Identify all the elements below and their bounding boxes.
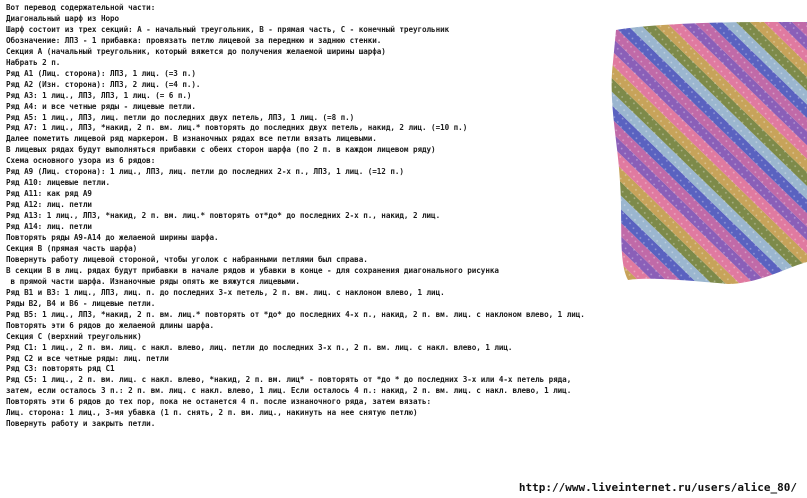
pattern-line: Повторять эти 6 рядов до тех пор, пока не останется 4 п. после изнаночного ряда, затем вязать: xyxy=(6,397,432,407)
pattern-line: Ряд A13: 1 лиц., ЛПЗ, *накид, 2 п. вм. лиц.* повторять от*до* до последних 2-х п., накид, 2 лиц. xyxy=(6,211,441,221)
scarf-stripe xyxy=(588,22,600,284)
pattern-line: Ряд C1: 1 лиц., 2 п. вм. лиц. с накл. влево, лиц. петли до последних 3-х п., 2 п. вм. лиц. с накл. влево, 1 лиц. xyxy=(6,342,513,352)
pattern-line: Ряд A5: 1 лиц., ЛПЗ, лиц. петли до последних двух петель, ЛПЗ, 1 лиц. (=8 п.) xyxy=(6,112,355,122)
pattern-line: Повторять ряды A9-A14 до желаемой ширины шарфа. xyxy=(6,233,219,243)
pattern-line: Диагональный шарф из Норо xyxy=(6,13,120,23)
pattern-line: Ряды B2, B4 и B6 - лицевые петли. xyxy=(6,298,156,308)
pattern-line: затем, если осталось 3 п.: 2 п. вм. лиц. с накл. влево, 1 лиц. Если осталось 4 п.: накид, 2 п. вм. лиц. с накл. влево, 1 лиц. xyxy=(6,386,572,396)
pattern-line: Схема основного узора из 6 рядов: xyxy=(6,156,156,166)
scarf-stripe xyxy=(588,22,614,284)
pattern-line: в прямой части шарфа. Изнаночные ряды опять же вяжутся лицевыми. xyxy=(6,276,300,286)
pattern-line: Ряд A1 (Лиц. сторона): ЛПЗ, 1 лиц. (=3 п.) xyxy=(6,68,196,78)
pattern-line: Ряд A10: лицевые петли. xyxy=(6,178,111,188)
pattern-line: Ряд C2 и все четные ряды: лиц. петли xyxy=(6,353,169,363)
pattern-line: Повернуть работу и закрыть петли. xyxy=(6,419,156,429)
pattern-line: Далее пометить лицевой ряд маркером. В изнаночных рядах все петли вязать лицевыми. xyxy=(6,134,377,144)
pattern-line: Ряд A2 (Изн. сторона): ЛПЗ, 2 лиц. (=4 п.). xyxy=(6,79,201,89)
pattern-line: Ряд B5: 1 лиц., ЛПЗ, *накид, 2 п. вм. лиц.* повторять от *до* до последних 4-х п., накид, 2 п. вм. лиц. с наклоном влево, 1 лиц. xyxy=(6,309,585,319)
pattern-line: Ряд A4: и все четные ряды - лицевые петли. xyxy=(6,101,196,111)
pattern-line: Лиц. сторона: 1 лиц., 3-мя убавка (1 п. снять, 2 п. вм. лиц., накинуть на нее снятую петлю) xyxy=(6,408,418,418)
pattern-line: Секция В (прямая часть шарфа) xyxy=(6,243,138,253)
pattern-line: Ряд A9 (Лиц. сторона): 1 лиц., ЛПЗ, лиц. петли до последних 2-х п., ЛПЗ, 1 лиц. (=12 п.) xyxy=(6,167,404,177)
pattern-line: Ряд A14: лиц. петли xyxy=(6,222,92,232)
pattern-line: Повторять эти 6 рядов до желаемой длины шарфа. xyxy=(6,320,215,330)
pattern-line: В секции В в лиц. рядах будут прибавки в начале рядов и убавки в конце - для сохранения диагонального рисунка xyxy=(6,265,499,275)
pattern-line: Вот перевод содержательной части: xyxy=(6,3,156,12)
pattern-line: Ряд C5: 1 лиц., 2 п. вм. лиц. с накл. влево, *накид, 2 п. вм. лиц* - повторять от *до * до последних 3-х или 4-х петель ряда, xyxy=(6,375,572,385)
pattern-line: Шарф состоит из трех секций: А - начальный треугольник, В - прямая часть, С - конечный треугольник xyxy=(6,24,450,34)
pattern-line: Ряд C3: повторять ряд C1 xyxy=(6,364,115,374)
pattern-line: Секция С (верхний треугольник) xyxy=(6,331,142,341)
pattern-line: Повернуть работу лицевой стороной, чтобы уголок с набранными петлями был справа. xyxy=(6,254,368,264)
knitted-scarf-photo xyxy=(588,22,807,284)
pattern-line: Ряд A11: как ряд A9 xyxy=(6,189,92,199)
source-url[interactable]: http://www.liveinternet.ru/users/alice_80/ xyxy=(518,481,797,494)
pattern-line: Ряд A12: лиц. петли xyxy=(6,200,92,210)
pattern-line: Ряд B1 и B3: 1 лиц., ЛПЗ, лиц. п. до последних 3-х петель, 2 п. вм. лиц. с наклоном влево, 1 лиц. xyxy=(6,287,445,297)
pattern-line: Секция А (начальный треугольник, который вяжется до получения желаемой ширины шарфа) xyxy=(6,46,386,56)
pattern-line: В лицевых рядах будут выполняться прибавки с обеих сторон шарфа (по 2 п. в каждом лицевом ряду) xyxy=(6,145,436,155)
pattern-line: Ряд A3: 1 лиц., ЛПЗ, ЛПЗ, 1 лиц. (= 6 п.) xyxy=(6,90,192,100)
pattern-line: Обозначение: ЛПЗ - 1 прибавка: провязать петлю лицевой за переднюю и заднюю стенки. xyxy=(6,35,382,45)
pattern-line: Набрать 2 п. xyxy=(6,57,61,67)
pattern-line: Ряд A7: 1 лиц., ЛПЗ, *накид, 2 п. вм. лиц.* повторять до последних двух петель, накид, 2 лиц. (=10 п.) xyxy=(6,123,468,133)
